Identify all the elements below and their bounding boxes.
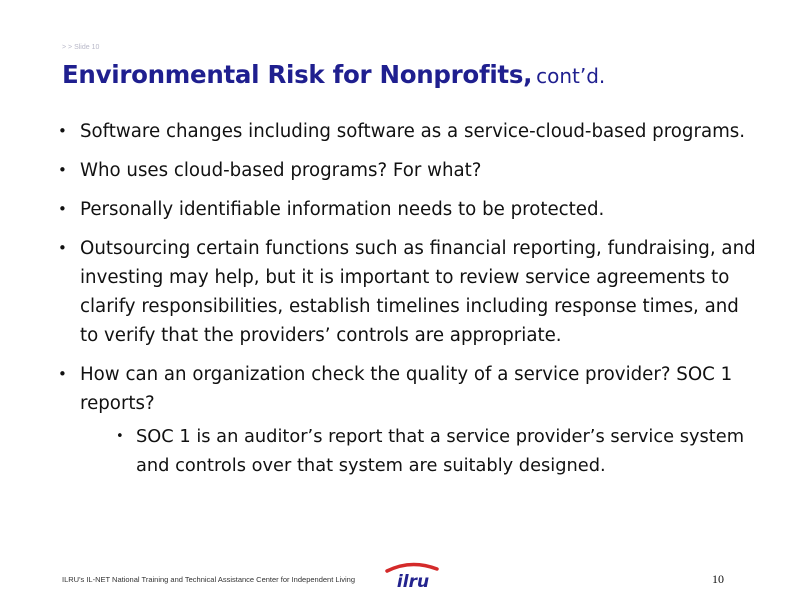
page-number: 10: [712, 572, 724, 586]
bullet-text: How can an organization check the quality of a service provider? SOC 1 reports?: [80, 364, 733, 414]
slide-title-continuation: cont’d.: [536, 64, 606, 88]
footer-organization: ILRU's IL-NET National Training and Technical Assistance Center for Independent Living: [62, 575, 355, 584]
slide-title: [62, 53, 605, 91]
bullet-item-with-sub: [58, 360, 758, 480]
ilru-logo-text: ilru: [396, 572, 430, 590]
slide-label: > > Slide 10: [62, 44, 100, 51]
slide-title-main: Environmental Risk for Nonprofits,: [62, 60, 533, 89]
bullet-item: • Who uses cloud-based programs? For what?: [58, 156, 758, 185]
bullet-item: • Personally identifiable information needs to be protected.: [58, 195, 758, 224]
sub-bullet-item: • SOC 1 is an auditor’s report that a service provider’s service system and controls over that system are suitably designed.: [116, 422, 758, 480]
bullet-item: • Software changes including software as a service-cloud-based programs.: [58, 117, 758, 146]
ilru-logo: [383, 562, 443, 590]
bullet-item: • Outsourcing certain functions such as financial reporting, fundraising, and investing may help, but it is important to review service agreements to clarify responsibilities, establish timelines including response times, and to verify that the providers’ controls are appropriate.: [58, 234, 758, 350]
bullet-list: [58, 117, 758, 490]
sub-bullet-list: [80, 422, 758, 480]
